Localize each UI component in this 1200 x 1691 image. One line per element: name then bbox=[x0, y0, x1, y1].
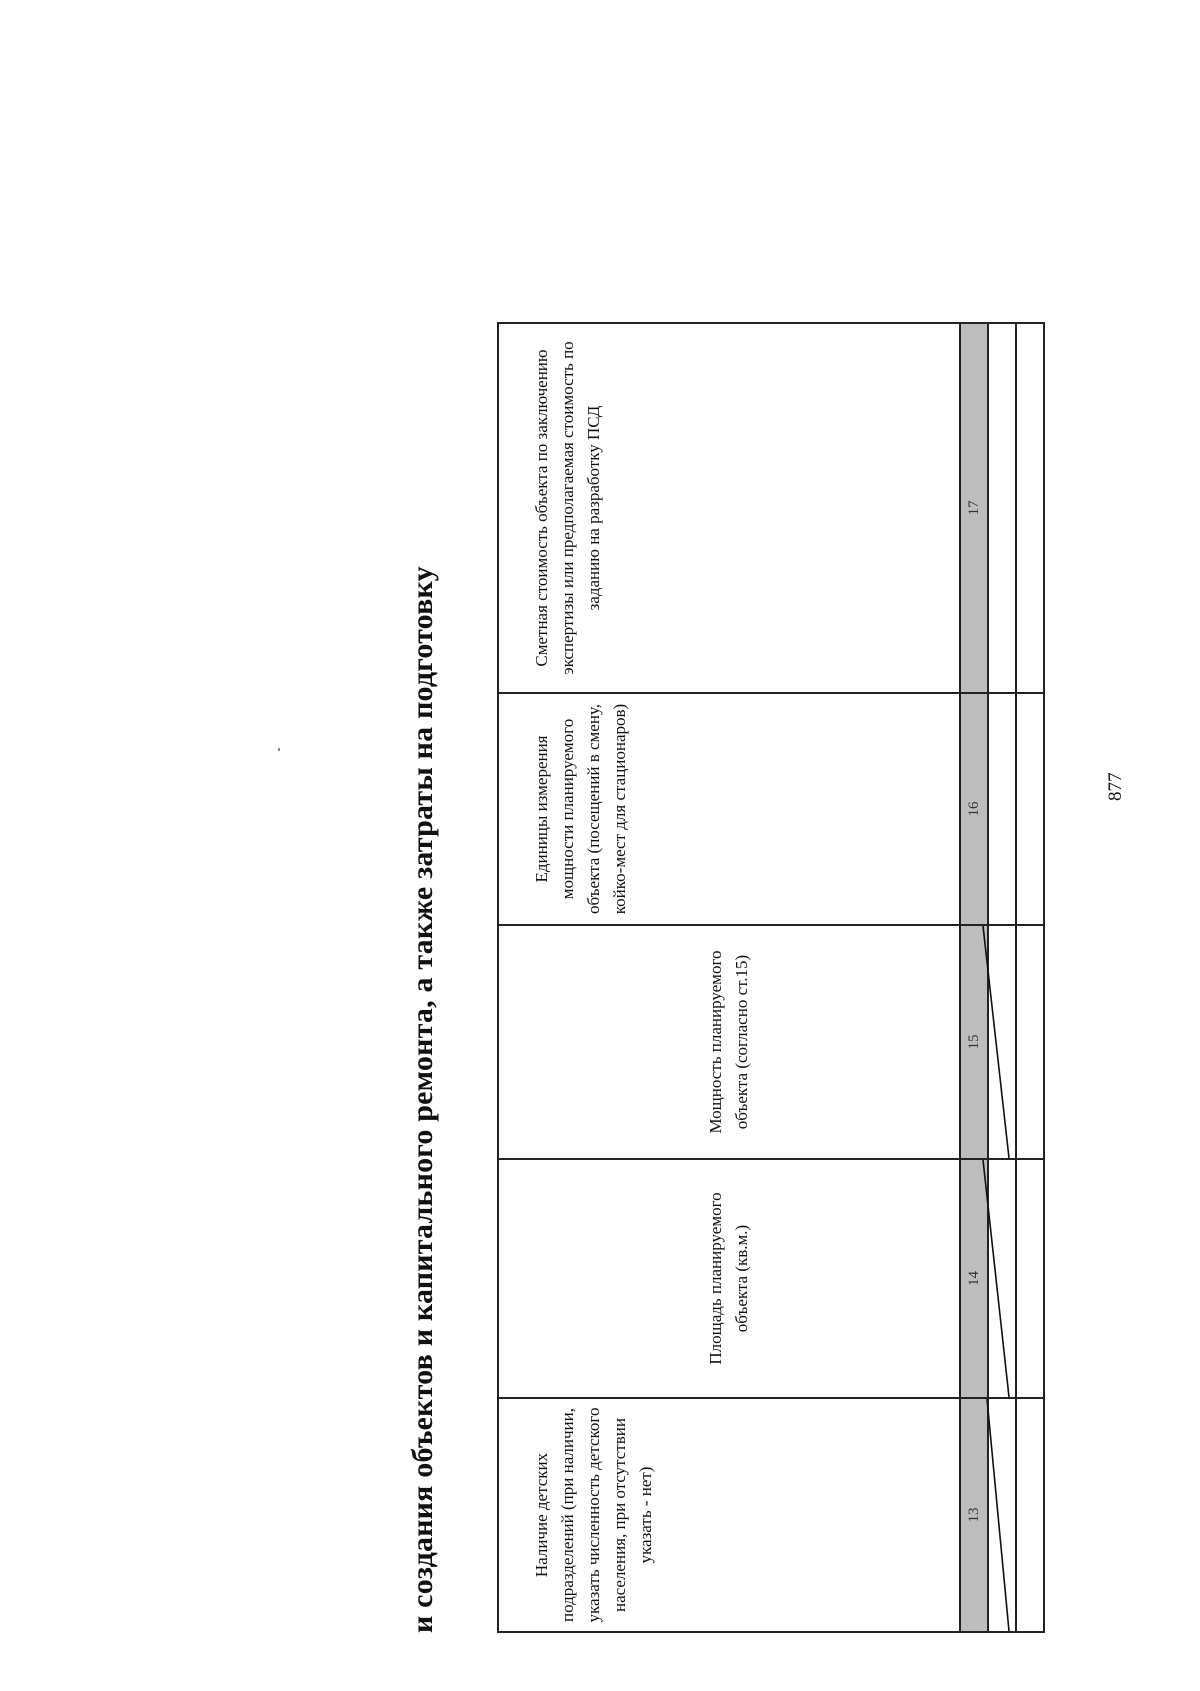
table-cell bbox=[988, 323, 1016, 693]
table-cell bbox=[988, 1159, 1016, 1398]
header-label: Площадь планируемого объекта (кв.м.) bbox=[706, 1192, 751, 1365]
data-table bbox=[497, 322, 1045, 1633]
table-cell bbox=[1016, 693, 1044, 925]
header-label: Мощность планируемого объекта (согласно ст.15) bbox=[706, 950, 751, 1134]
header-row bbox=[498, 323, 960, 1632]
header-cell-13 bbox=[498, 1398, 960, 1632]
header-cell-14 bbox=[498, 1159, 960, 1398]
header-label: Единицы измерения мощности планируемого объекта (посещений в смену, койко-мест для стационаров) bbox=[532, 703, 629, 915]
column-number-row bbox=[960, 323, 988, 1632]
table-cell bbox=[988, 693, 1016, 925]
column-number: 13 bbox=[960, 1398, 988, 1632]
page-heading: и создания объектов и капитального ремонта, а также затраты на подготовку bbox=[406, 566, 439, 1633]
table-row bbox=[1016, 323, 1044, 1632]
table-row bbox=[988, 323, 1016, 1632]
table-cell bbox=[1016, 1398, 1044, 1632]
column-number: 17 bbox=[960, 323, 988, 693]
table-cell bbox=[1016, 1159, 1044, 1398]
column-number: 14 bbox=[960, 1159, 988, 1398]
header-cell-15 bbox=[498, 925, 960, 1159]
table-cell bbox=[988, 925, 1016, 1159]
header-cell-17 bbox=[498, 323, 960, 693]
column-number: 15 bbox=[960, 925, 988, 1159]
column-number: 16 bbox=[960, 693, 988, 925]
header-label: Наличие детских подразделений (при наличии, указать численность детского населения, при отсутствии указать - нет) bbox=[532, 1407, 655, 1623]
table-cell bbox=[988, 1398, 1016, 1632]
header-label: Сметная стоимость объекта по заключению экспертизы или предполагаемая стоимость по заданию на разработку ПСД bbox=[532, 341, 603, 675]
page-number: 877 bbox=[1105, 772, 1126, 801]
header-cell-16 bbox=[498, 693, 960, 925]
table-cell bbox=[1016, 323, 1044, 693]
table-cell bbox=[1016, 925, 1044, 1159]
scan-speck bbox=[278, 748, 280, 751]
